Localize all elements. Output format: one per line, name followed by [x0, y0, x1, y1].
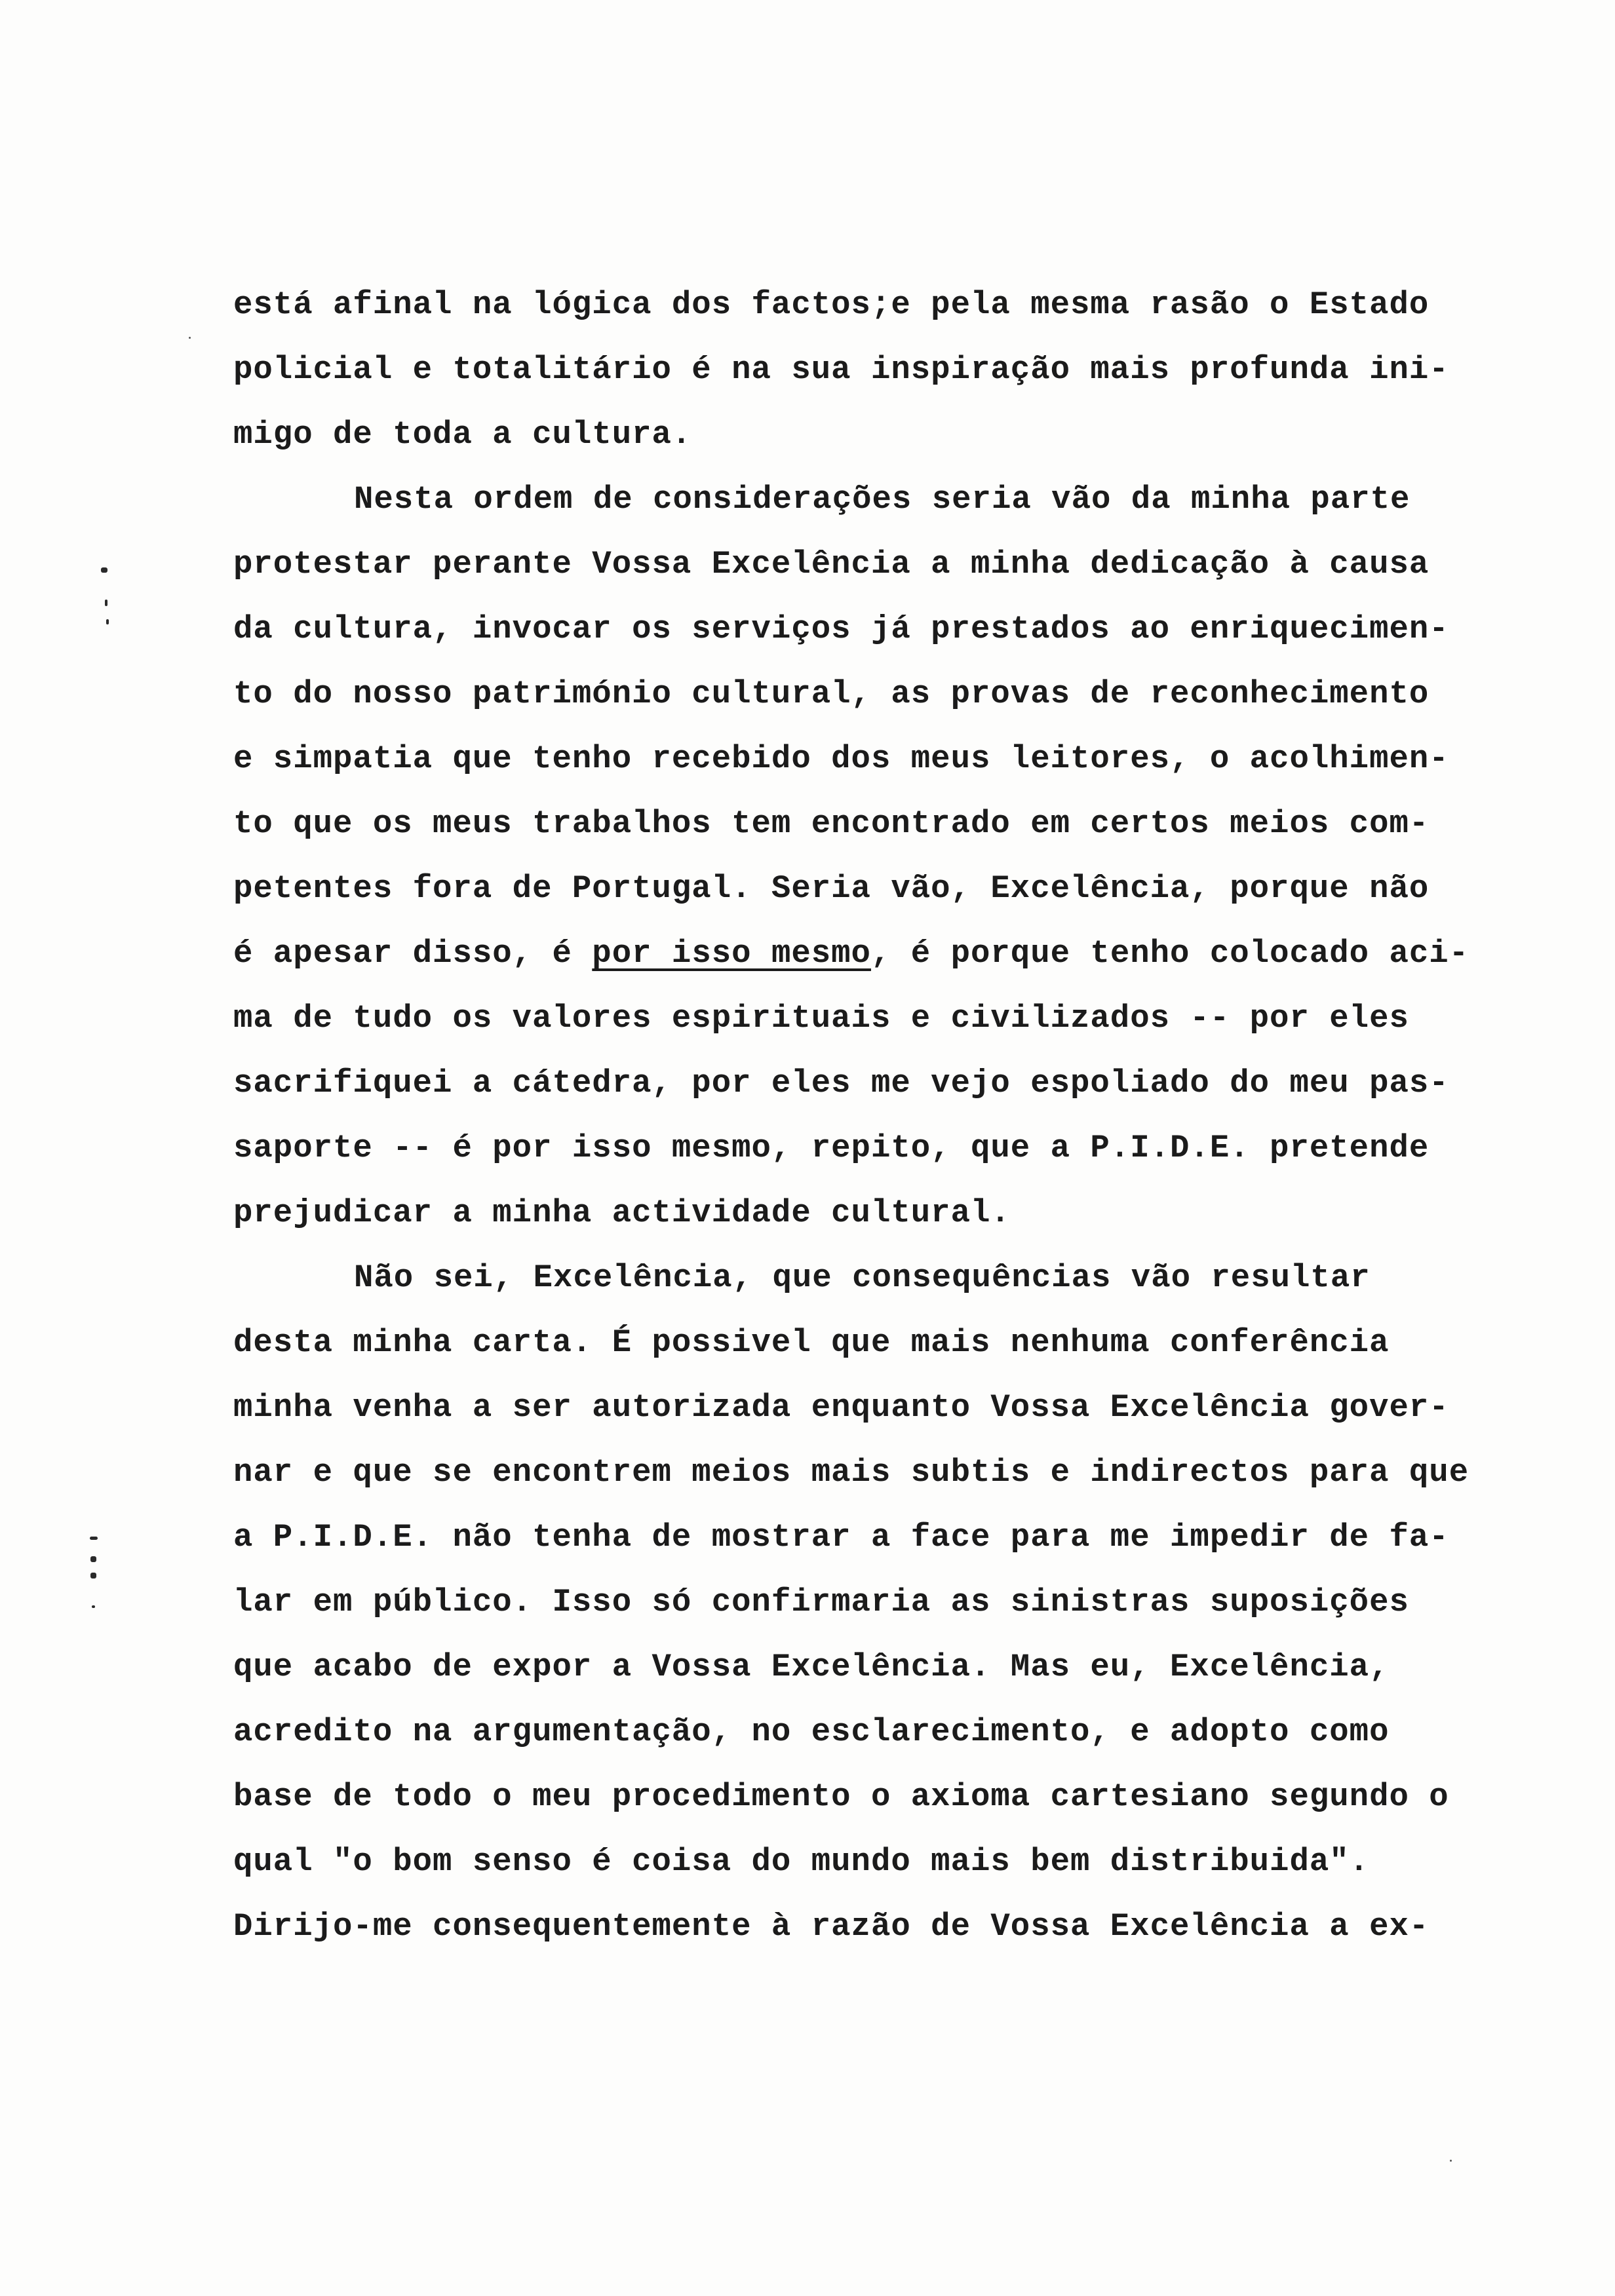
margin-mark: [92, 1605, 95, 1608]
paragraph-start-line: Não sei, Excelência, que consequências vão resultar: [354, 1259, 1371, 1296]
text-line: migo de toda a cultura.: [233, 416, 692, 453]
margin-mark: [101, 567, 107, 573]
margin-mark: [106, 619, 109, 624]
scan-speck: [1450, 2160, 1452, 2162]
margin-mark: [90, 1573, 96, 1578]
text-line: e simpatia que tenho recebido dos meus leitores, o acolhimen-: [233, 740, 1449, 777]
text-line-with-underline: [233, 921, 1492, 986]
text-line: acredito na argumentação, no esclarecimento, e adopto como: [233, 1713, 1390, 1750]
text-line: saporte -- é por isso mesmo, repito, que a P.I.D.E. pretende: [233, 1130, 1430, 1166]
text-line: que acabo de expor a Vossa Excelência. Mas eu, Excelência,: [233, 1649, 1390, 1685]
text-line: protestar perante Vossa Excelência a minha dedicação à causa: [233, 546, 1430, 583]
text-line: a P.I.D.E. não tenha de mostrar a face para me impedir de fa-: [233, 1519, 1449, 1556]
margin-mark: [105, 600, 107, 606]
margin-mark: [90, 1556, 96, 1562]
text-line: da cultura, invocar os serviços já prestados ao enriquecimen-: [233, 611, 1449, 647]
text-line: to que os meus trabalhos tem encontrado em certos meios com-: [233, 805, 1430, 842]
text-line: prejudicar a minha actividade cultural.: [233, 1195, 1011, 1231]
text-line: está afinal na lógica dos factos;e pela mesma rasão o Estado: [233, 286, 1430, 323]
text-segment: é apesar disso, é: [233, 935, 593, 972]
text-line: nar e que se encontrem meios mais subtis e indirectos para que: [233, 1454, 1469, 1491]
margin-mark: [90, 1537, 98, 1540]
text-line: base de todo o meu procedimento o axioma cartesiano segundo o: [233, 1778, 1449, 1815]
text-line: minha venha a ser autorizada enquanto Vossa Excelência gover-: [233, 1389, 1449, 1426]
scan-speck: [189, 337, 191, 339]
text-line: Dirijo-me consequentemente à razão de Vossa Excelência a ex-: [233, 1908, 1430, 1945]
text-line: sacrifiquei a cátedra, por eles me vejo espoliado do meu pas-: [233, 1065, 1449, 1101]
text-line: to do nosso património cultural, as provas de reconhecimento: [233, 676, 1430, 712]
text-segment: , é porque tenho colocado aci-: [870, 935, 1469, 972]
text-line: policial e totalitário é na sua inspiração mais profunda ini-: [233, 351, 1449, 388]
text-line: lar em público. Isso só confirmaria as sinistras suposições: [233, 1584, 1409, 1620]
text-line: ma de tudo os valores espirituais e civilizados -- por eles: [233, 1000, 1409, 1037]
text-line: qual "o bom senso é coisa do mundo mais bem distribuida".: [233, 1843, 1370, 1880]
text-line: petentes fora de Portugal. Seria vão, Excelência, porque não: [233, 870, 1430, 907]
paragraph-start-line: Nesta ordem de considerações seria vão da minha parte: [354, 481, 1411, 518]
text-line: desta minha carta. É possivel que mais nenhuma conferência: [233, 1324, 1390, 1361]
letter-body: [233, 273, 1492, 1959]
underlined-phrase: por isso mesmo: [592, 935, 871, 972]
